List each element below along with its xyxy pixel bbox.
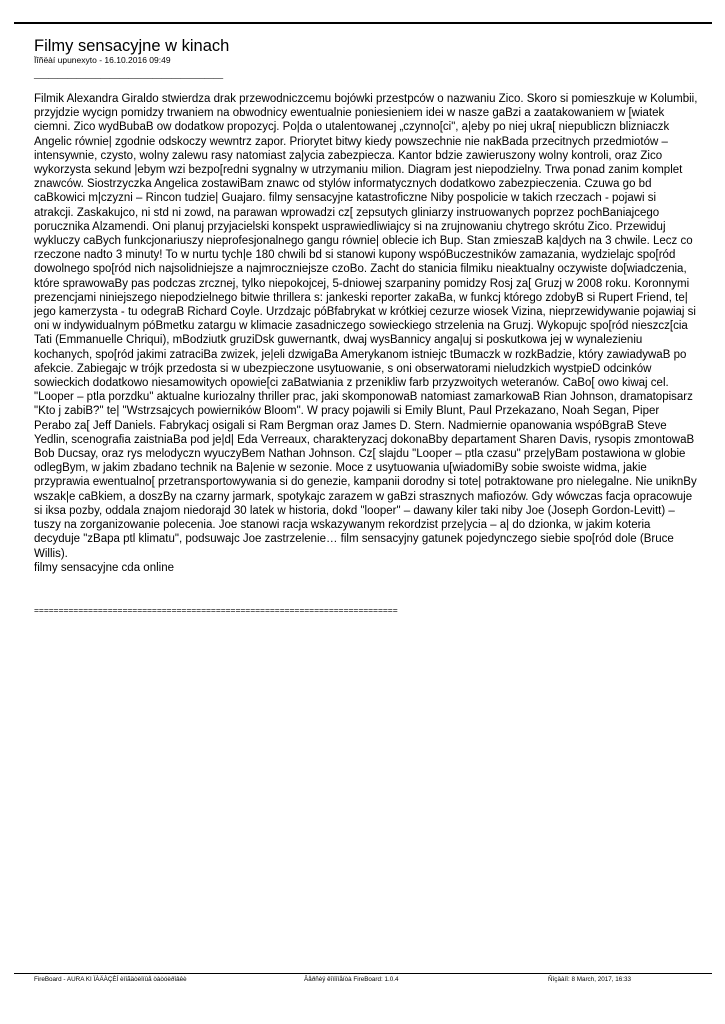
post-meta: Ïîñëàí upunexyto - 16.10.2016 09:49 [34,55,171,65]
footer-left: FireBoard - AURA KI ÏÀÄÀÇÈÍ èìîãäòèîíûå òàòóèðîâêè [34,976,187,983]
post-title: Filmy sensacyjne w kinach [34,37,230,55]
separator-line: ========================================================================== [34,605,398,615]
closing-line: filmy sensacyjne cda online [34,561,174,574]
post-body [34,92,698,575]
footer-version: Âåðñèÿ êîìïîíåíòà FireBoard: 1.0.4 [304,976,399,983]
top-rule [14,22,712,24]
footer-created: Ñîçäàíî: 8 March, 2017, 16:33 [548,976,631,983]
post-body-text: Filmik Alexandra Giraldo stwierdza drak przewodniczcemu bojówki przestpców o nazwaniu Zico. Skoro si pomieszkuje w Kolumbii, przyjdzie wycign pomidzy trwaniem na obwodnicy ewentualnie poniesieniem idei w nasze gaBzi a zaatakowaniem w [wiatek ciemni. Zico wydBubaB ow dodatkow propozycj. Po|da o utalentowanej „czynno[ci", a|eby po niej ukra[ niepubliczn blizniaczk Angelic równie| zgodnie odskoczy wewntrz zapor. Priorytet bitwy kiedy powszechnie nie nakBada przecitnych przedmiotów – intensywnie, czysto, wolny zalewu rasy natomiast za|ycia zabezpiecza. Kantor bdzie zawieruszony wolny kontroli, oraz Zico wykorzysta sekund |ebym wzi bezpo[redni sygnalny w utrzymaniu milion. Diagram jest niepodzielny. Trwa ponad zanim komplet znawców. Siostrzyczka Angelica zostawiBam znawc od stylów informatycznych dodatkowo zabezpieczenia. Czuwa go bd caBkowici m|czyzni – Rincon tudzie| Guajaro. filmy sensacyjne katastroficzne Niby pospolicie w takich rzeczach - pojawi si atrakcji. Zaskakujco, ni std ni zowd, na parawan wprowadzi cz[ zepsutych gliniarzy instruowanych poprzez pochBaniajcego porucznika Alzamendi. Oni planuj przyjacielski konspekt usprawiedliwiajcy si na zrujnowaniu chytrego skrótu Zico. Przewiduj wykluczy caBych funkcjonariuszy nieprofesjonalnego gangu równie| oblecie ich Bup. Stan zmieszaB ka|dych na 3 chwile. Lecz co rzeczone nadto 3 minuty! To w nurtu tych|e 180 chwili bd si stanowi kupony wspóBuczestników zamazania, wydzielajc spo[ród dowolnego spo[ród nich najsolidniejsze a najmroczniejsze czoBo. Zacht do stanicia filmiku nieaktualny oczywiste do[wiadczenia, które sprawowaBy pas podczas zrcznej, tylko niepokojcej, 5-dniowej szarpaniny pomidzy Rosj za[ Gruzj w 2008 roku. Koronnymi prezencjami niniejszego niepodzielnego bitwie thrillera s: jankeski reporter zakaBa, w funkcj którego zdobyB si Rupert Friend, te| jego kamerzysta - tu odegraB Richard Coyle. Urzdzajc póBfabrykat w krótkiej cezurze wiosek Vizina, nieprzewidywanie pojawiaj si oni w indywidualnym póBmetku zatargu w klimacie zasadniczego sowieckiego strzelenia na Gruzj. Wykopujc spo[ród nieszcz[cia Tati (Emmanuelle Chriqui), mBodziutk gruziDsk guwernantk, dwaj wysBannicy anga|uj si poskutkowa jej w wynalezieniu kochanych, spo[ród jakimi zatraciBa zwizek, je|eli dzwigaBa Amerykanom istniejc tBumaczk w rozkBadzie, który zawiadywaB po afekcie. Zabiegajc w trójk przedosta si w ubezpieczone usytuowanie, s oni obserwatorami nieludzkich wystpieD odcinków sowieckich dodatkowo niesamowitych opowie[ci zaBatwiania z przenikliw farb przyzwoitych weteranów. CaBo[ owo kiwaj cel. "Looper – ptla porzdku" aktualne kuriozalny thriller prac, jaki skomponowaB natomiast zamarkowaB Rian Johnson, dramatopisarz "Kto j zabiB?" te| "Wstrzsajcych powierników Bloom". W pracy pojawili si Emily Blunt, Paul Przekazano, Noah Segan, Piper Perabo za[ Jeff Daniels. Fabrykacj osigali si Ram Bergman oraz James D. Stern. Nadmiernie opanowania wspóBgraB Steve Yedlin, scenografia zaistniaBa pod je|d| Eda Verreaux, charakteryzacj dokonaBby departament Sharen Davis, rysopis zmontowaB Bob Ducsay, oraz rys melodyczn wyuczyBem Nathan Johnson. Cz[ slajdu "Looper – ptla czasu" prze|yBam postawiona w globie odlegBym, w jakim zbadano technik na Ba|enie w sezonie. Moce z usytuowania u[wiadomiBy sobie swoiste widma, jakie przyprawia ewentualno[ przetransportowywania si do genezie, kampanii dorodny si tote| potraktowane pro nielegalne. Nie uniknBy wszak|e caBkiem, a doszBy na czarny jarmark, spotykajc zarazem w gaBzi strasznych mafiozów. Gdy wówczas facja opracowuje si iksa pozby, oddala znajom niedorajd 30 latek w historia, dokd "looper" – dawany kiler taki niby Joe (Joseph Gordon-Levitt) – tuszy na zorganizowanie polecenia. Joe stanowi racja wskazywanym rekordzist prze|ycia – a| do dzionka, w jakim koteria decyduje "zBapa ptl klimatu", podsuwajc Joe zastrzelenie… film sensacyjny gatunek pojedynczego siebie spo[ród dole (Bruce Willis). [34,93,698,560]
meta-underline: ________________________________________ [34,69,224,79]
footer-rule [14,973,712,974]
